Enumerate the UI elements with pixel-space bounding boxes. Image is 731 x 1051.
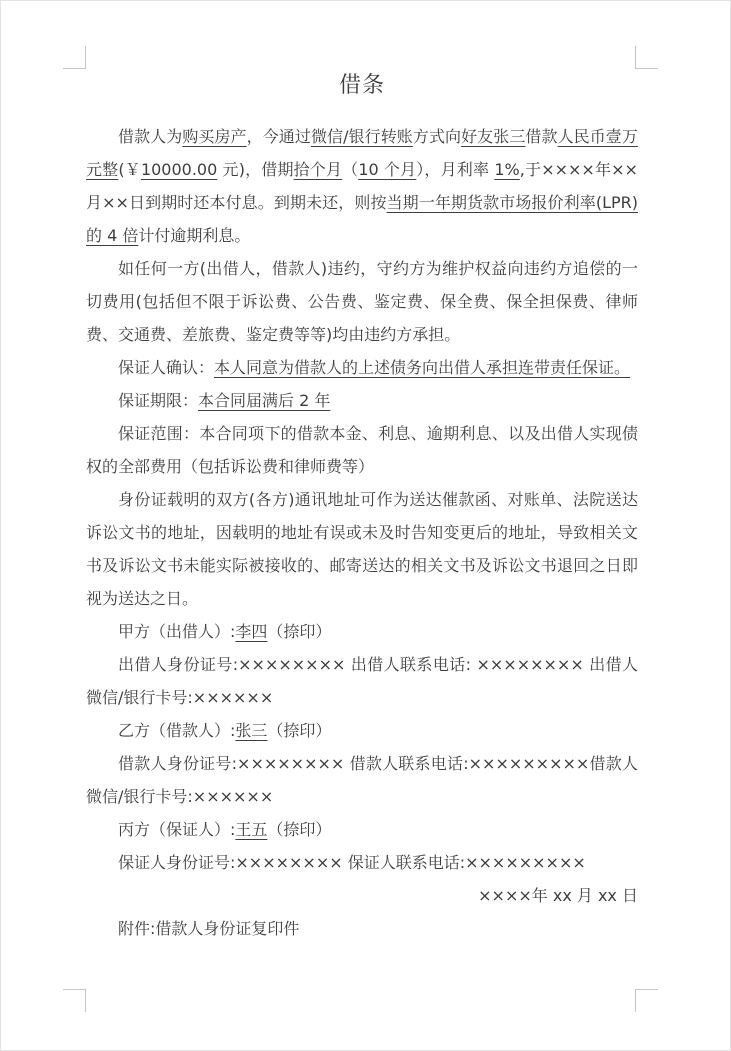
document-title: 借条 <box>338 73 385 98</box>
text-run: （捺印） <box>267 622 332 641</box>
text-run: （捺印） <box>267 820 332 839</box>
text-run: (￥ <box>118 160 141 179</box>
underlined-text-run: 购买房产 <box>182 127 247 146</box>
guarantor-confirmation-line <box>86 351 638 384</box>
underlined-text-run: 本人同意为借款人的上述债务向出借人承担连带责任保证。 <box>214 358 631 377</box>
underlined-text-run: 李四 <box>235 622 268 641</box>
text-run: ），月利率 <box>416 160 495 179</box>
text-run: 保证人确认： <box>118 358 215 377</box>
underlined-text-run: 王五 <box>235 820 268 839</box>
guarantor-contact-info-line <box>86 846 638 879</box>
text-run: 保证期限： <box>118 391 199 410</box>
text-run: 计付逾期利息。 <box>138 226 251 245</box>
text-run: 保证范围：本合同项下的借款本金、利息、逾期利息、以及出借人实现债权的全部费用（包括诉讼费和律师费等） <box>86 424 638 476</box>
party-a-signature-line <box>86 615 638 648</box>
guarantee-scope-paragraph <box>86 417 638 483</box>
guarantee-period-line <box>86 384 638 417</box>
text-run: 借款人身份证号:×××××××× 借款人联系电话:×××××××××借款人微信/银行卡号:×××××× <box>86 754 638 806</box>
text-run: （捺印） <box>267 721 332 740</box>
lender-contact-info-line <box>86 648 638 714</box>
text-run: 出借人身份证号:×××××××× 出借人联系电话: ×××××××× 出借人微信/银行卡号:×××××× <box>86 655 638 707</box>
text-run: 身份证载明的双方(各方)通讯地址可作为送达催款函、对账单、法院送达诉讼文书的地址，因载明的地址有误或未及时告知变更后的地址，导致相关文书及诉讼文书未能实际被接收的、邮寄送达的相关文书及诉讼文书退回之日即视为送达之日。 <box>86 490 638 608</box>
loan-terms-paragraph <box>86 120 638 252</box>
borrower-contact-info-line <box>86 747 638 813</box>
service-address-clause-paragraph <box>86 483 638 615</box>
underlined-text-run: 当期一年期货款市场报价利率(LPR)的 4 倍 <box>86 193 638 245</box>
party-b-signature-line <box>86 714 638 747</box>
text-run: ××××年 xx 月 xx 日 <box>478 886 638 905</box>
text-run: 方式向 <box>412 127 462 146</box>
text-run: ，今通过 <box>246 127 311 146</box>
underlined-text-run: 1% <box>494 160 520 179</box>
underlined-text-run: 拾个月 <box>293 160 343 179</box>
underlined-text-run: 人民币壹万元整 <box>86 127 638 179</box>
text-run: ,于××××年××月××日到期时还本付息。到期未还，则按 <box>86 160 638 212</box>
text-run: 如任何一方(出借人，借款人)违约，守约方为维护权益向违约方追偿的一切费用(包括但不限于诉讼费、公告费、鉴定费、保全费、保全担保费、律师费、交通费、差旅费、鉴定费等等)均由违约方承担。 <box>86 259 638 344</box>
document-body <box>86 69 638 945</box>
text-run: 甲方（出借人）: <box>118 622 236 641</box>
text-run: 借款 <box>525 127 558 146</box>
text-run: 乙方（借款人）: <box>118 721 236 740</box>
text-boundary-mark-bottom-left <box>63 989 86 1012</box>
underlined-text-run: 微信/银行转账 <box>310 127 413 146</box>
party-c-signature-line <box>86 813 638 846</box>
text-run: 元)，借期 <box>217 160 294 179</box>
text-run: 丙方（保证人）: <box>118 820 236 839</box>
date-line <box>86 879 638 912</box>
text-boundary-mark-top-right <box>635 46 658 69</box>
underlined-text-run: 10000.00 <box>140 160 218 179</box>
underlined-text-run: 好友张三 <box>461 127 526 146</box>
underlined-text-run: 10 个月 <box>358 160 417 179</box>
underlined-text-run: 张三 <box>235 721 268 740</box>
text-run: 保证人身份证号:×××××××× 保证人联系电话:××××××××× <box>118 853 586 872</box>
text-run: 附件:借款人身份证复印件 <box>118 919 300 938</box>
attachment-note-line <box>86 912 638 945</box>
text-boundary-mark-bottom-right <box>635 989 658 1012</box>
underlined-text-run: 本合同届满后 2 年 <box>198 391 331 410</box>
text-run: 借款人为 <box>118 127 183 146</box>
breach-costs-paragraph <box>86 252 638 351</box>
text-run: （ <box>342 160 359 179</box>
text-boundary-mark-top-left <box>63 46 86 69</box>
